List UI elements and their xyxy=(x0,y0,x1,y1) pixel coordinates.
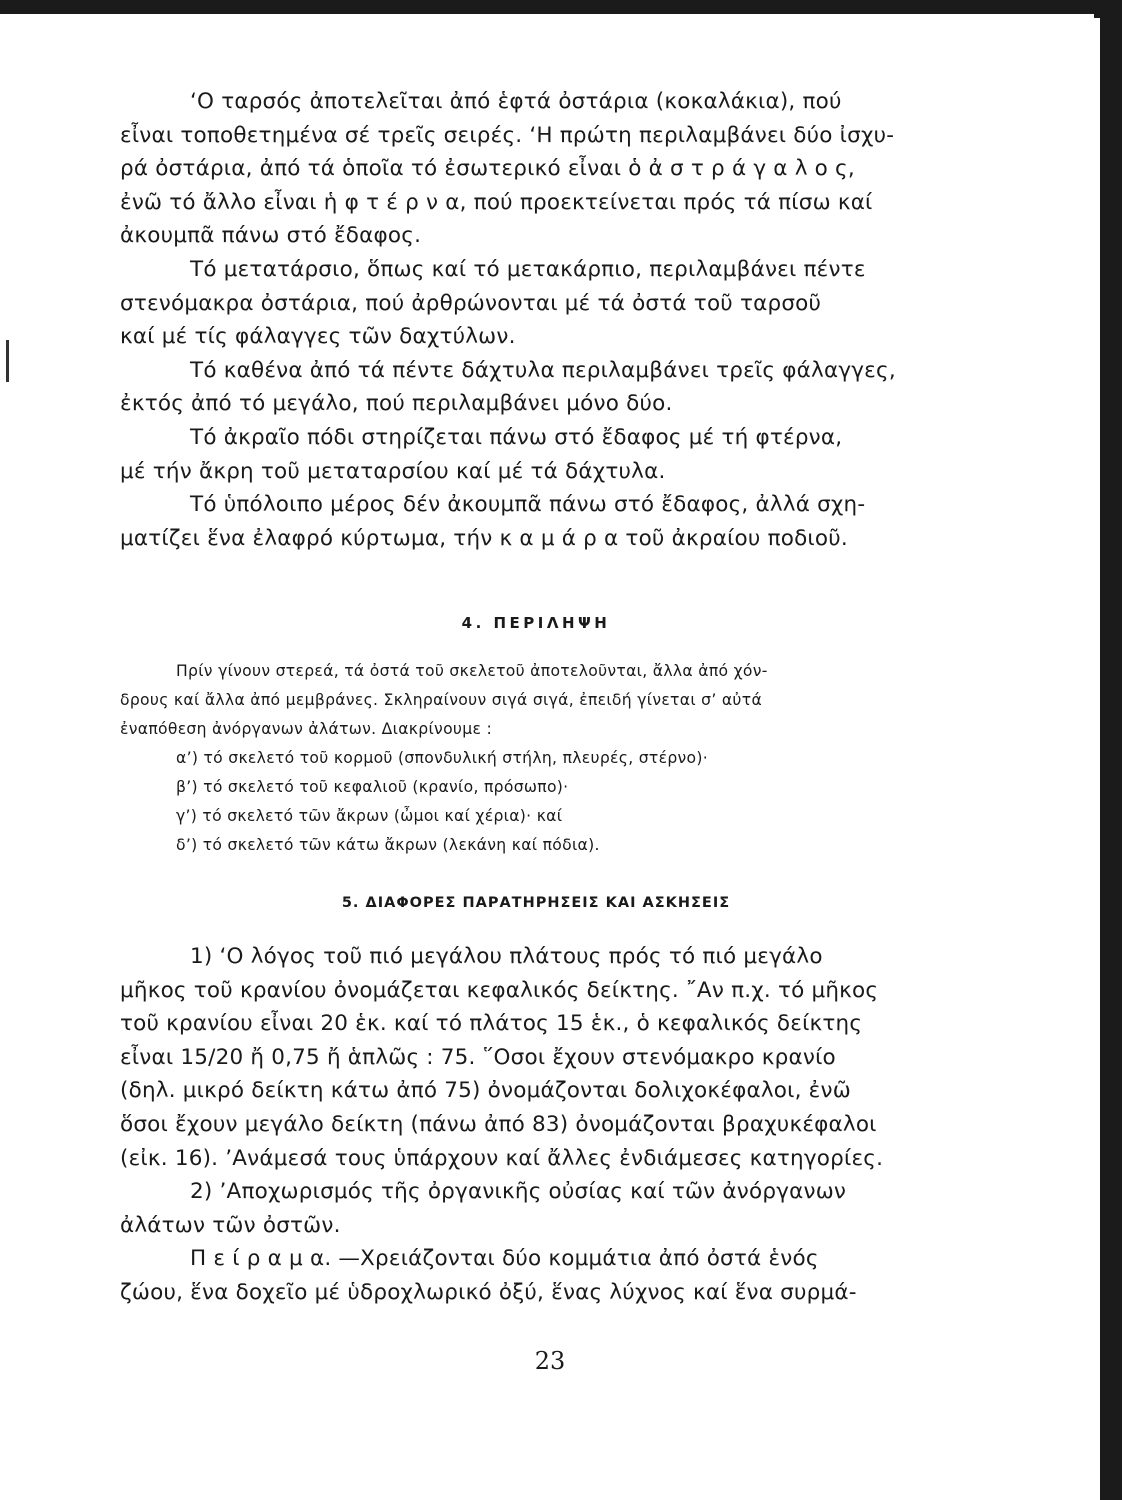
summary-item: α’) τό σκελετό τοῦ κορμοῦ (σπονδυλική στήλη, πλευρές, στέρνο)· xyxy=(176,749,709,767)
exercise-2: 2) ’Αποχωρισμός τῆς ὀργανικῆς οὐσίας καί τῶν ἀνόργανων ἀλάτων τῶν ὀστῶν. xyxy=(120,1179,847,1238)
scan-mark xyxy=(1094,0,1100,18)
scan-border-top xyxy=(0,0,1122,14)
paragraph-phalanges: Τό καθένα ἀπό τά πέντε δάχτυλα περιλαμβάνει τρεῖς φάλαγγες, ἐκτός ἀπό τό μεγάλο, πού περιλαμβάνει μόνο δύο. xyxy=(120,357,896,417)
page-number: 23 xyxy=(534,1347,566,1375)
experiment-text: Π ε ί ρ α μ α. —Χρειάζονται δύο κομμάτια ἀπό ὀστά ἑνός ζώου, ἕνα δοχεῖο μέ ὑδροχλωρικό ὀξύ, ἕνας λύχνος καί ἕνα συρμά- xyxy=(120,1246,857,1305)
section5-body xyxy=(120,940,952,1310)
paragraph-arch: Τό ὑπόλοιπο μέρος δέν ἀκουμπᾶ πάνω στό ἔδαφος, ἀλλά σχη- ματίζει ἕνα ἐλαφρό κύρτωμα, τήν κ α μ ά ρ α τοῦ ἀκραίου ποδιοῦ. xyxy=(120,492,866,551)
margin-mark xyxy=(6,340,9,382)
intro-text xyxy=(120,85,952,555)
paragraph-tarsus: ‘Ο ταρσός ἀποτελεῖται ἀπό ἑφτά ὀστάρια (κοκαλάκια), πού εἶναι τοποθετημένα σέ τρεῖς σειρές. ‘Η πρώτη περιλαμβάνει δύο ἰσχυ- ρά ὀστάρια, ἀπό τά ὁποῖα τό ἐσωτερικό εἶναι ὁ ἀ σ τ ρ ά γ α λ ο ς, ἐνῶ τό ἄλλο εἶναι ἡ φ τ έ ρ ν α, πού προεκτείνεται πρός τά πίσω καί ἀκουμπᾶ πάνω στό ἔδαφος. xyxy=(120,89,895,249)
summary-item: β’) τό σκελετό τοῦ κεφαλιοῦ (κρανίο, πρόσωπο)· xyxy=(176,778,569,796)
summary-intro: Πρίν γίνουν στερεά, τά ὀστά τοῦ σκελετοῦ ἀποτελοῦνται, ἄλλα ἀπό χόν- δρους καί ἄλλα ἀπό μεμβράνες. Σκληραίνουν σιγά σιγά, ἐπειδή γίνεται σ’ αὐτά ἐναπόθεση ἀνόργανων ἀλάτων. Διακρίνουμε : xyxy=(120,662,768,738)
paragraph-metatarsus: Τό μετατάρσιο, ὅπως καί τό μετακάρπιο, περιλαμβάνει πέντε στενόμακρα ὀστάρια, πού ἀρθρώνονται μέ τά ὀστά τοῦ ταρσοῦ καί μέ τίς φάλαγγες τῶν δαχτύλων. xyxy=(120,256,866,350)
section5-heading: 5. ΔΙΑΦΟΡΕΣ ΠΑΡΑΤΗΡΗΣΕΙΣ ΚΑΙ ΑΣΚΗΣΕΙΣ xyxy=(341,895,731,911)
paragraph-foot-support: Τό ἀκραῖο πόδι στηρίζεται πάνω στό ἔδαφος μέ τή φτέρνα, μέ τήν ἄκρη τοῦ μεταταρσίου καί μέ τά δάχτυλα. xyxy=(120,424,843,484)
section4-body xyxy=(120,657,952,860)
exercise-1: 1) ‘Ο λόγος τοῦ πιό μεγάλου πλάτους πρός τό πιό μεγάλο μῆκος τοῦ κρανίου ὀνομάζεται κεφαλικός δείκτης. ῎Αν π.χ. τό μῆκος τοῦ κρανίου εἶναι 20 ἑκ. καί τό πλάτος 15 ἑκ., ὁ κεφαλικός δείκτης εἶναι 15/20 ἤ 0,75 ἤ ἁπλῶς : 75. ῞Οσοι ἔχουν στενόμακρο κρανίο (δηλ. μικρό δείκτη κάτω ἀπό 75) ὀνομάζονται δολιχοκέφαλοι, ἐνῶ ὅσοι ἔχουν μεγάλο δείκτη (πάνω ἀπό 83) ὀνομάζονται βραχυκέφαλοι (εἰκ. 16). ’Ανάμεσά τους ὑπάρχουν καί ἄλλες ἐνδιάμεσες κατηγορίες. xyxy=(120,944,884,1171)
summary-item: γ’) τό σκελετό τῶν ἄκρων (ὦμοι καί χέρια)· καί xyxy=(176,807,563,825)
section4-heading: 4. ΠΕΡΙΛΗΨΗ xyxy=(461,614,611,632)
scan-border-right xyxy=(1100,0,1122,1500)
summary-item: δ’) τό σκελετό τῶν κάτω ἄκρων (λεκάνη καί πόδια). xyxy=(176,836,600,854)
